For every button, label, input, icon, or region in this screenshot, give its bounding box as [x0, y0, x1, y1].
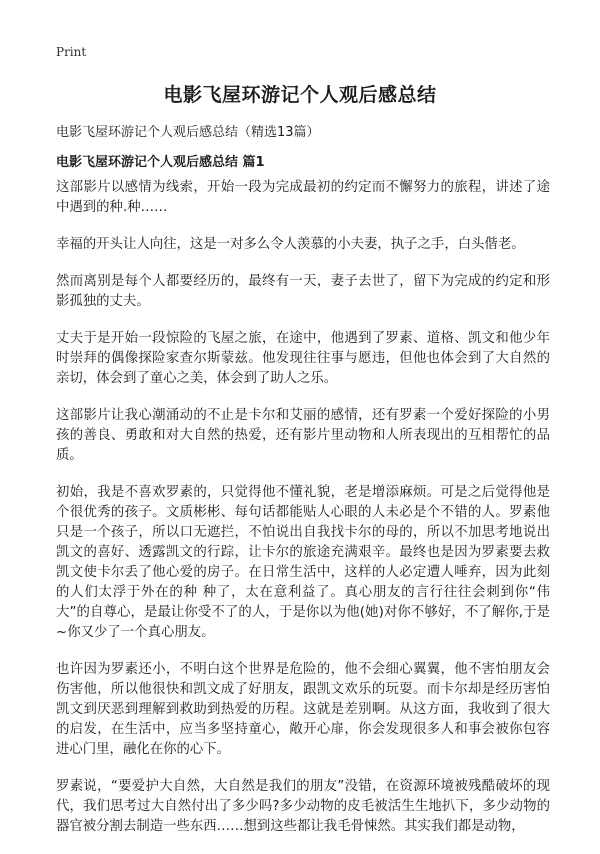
paragraph: 初始，我是不喜欢罗素的，只觉得他不懂礼貌，老是增添麻烦。可是之后觉得他是个很优秀的孩子。文质彬彬、每句话都能贴人心眼的人未必是个不错的人。罗素他只是一个孩子，所以口无遮拦，不怕说出自我找卡尔的母的，所以不加思考地说出凯文的喜好、透露凯文的行踪，让卡尔的旅途充满艰辛。最终也是因为罗素要去救凯文使卡尔丢了他心爱的房子。在日常生活中，这样的人必定遭人唾弃，因为此刻的人们太浮于外在的种 种了，太在意利益了。真心朋友的言行往往会刺到你“伟大”的自尊心，是最让你受不了的人，于是你以为他(她)对你不够好，不了解你,于是~你又少了一个真心朋友。 — [56, 485, 550, 640]
paragraph: 幸福的开头让人向往，这是一对多么令人羡慕的小夫妻，执子之手，白头偕老。 — [56, 237, 525, 252]
section-heading: 电影飞屋环游记个人观后感总结 篇1 — [56, 155, 265, 170]
paragraph: 丈夫于是开始一段惊险的飞屋之旅，在途中，他遇到了罗素、道格、凯文和他少年时崇拜的偶像探险家查尔斯蒙兹。他发现往往事与愿违，但他也体会到了大自然的亲切，体会到了童心之美，体会到了助人之乐。 — [56, 331, 550, 386]
page-title: 电影飞屋环游记个人观后感总结 — [163, 84, 437, 106]
paragraph: 这部影片以感情为线索，开始一段为完成最初的约定而不懈努力的旅程，讲述了途中遇到的种.种…… — [56, 180, 550, 215]
paragraph: 然而离别是每个人都要经历的，最终有一天，妻子去世了，留下为完成的约定和形影孤独的丈夫。 — [56, 274, 550, 309]
article-body — [56, 178, 550, 854]
paragraph: 也许因为罗素还小，不明白这个世界是危险的，他不会细心翼翼，他不害怕朋友会伤害他，所以他很快和凯文成了好朋友，跟凯文欢乐的玩耍。而卡尔却是经历害怕凯文到厌恶到理解到救助到热爱的历程。这就是差别啊。从这方面，我收到了很大的启发，在生活中，应当多坚持童心，敞开心扉，你会发现很多人和事会被你包容进心门里，融化在你的心下。 — [56, 662, 550, 757]
paragraph: 这部影片让我心潮涌动的不止是卡尔和艾丽的感情，还有罗素一个爱好探险的小男孩的善良、勇敢和对大自然的热爱，还有影片里动物和人所表现出的互相帮忙的品质。 — [56, 408, 550, 463]
document-subtitle: 电影飞屋环游记个人观后感总结（精选13篇） — [56, 125, 320, 140]
paragraph: 罗素说，“要爱护大自然，大自然是我们的朋友”没错，在资源环境被残酷破坏的现代，我们思考过大自然付出了多少吗?多少动物的皮毛被活生生地扒下，多少动物的器官被分割去制造一些东西……想到这些都让我毛骨悚然。其实我们都是动物， — [56, 779, 550, 834]
print-link[interactable]: Print — [56, 45, 87, 59]
